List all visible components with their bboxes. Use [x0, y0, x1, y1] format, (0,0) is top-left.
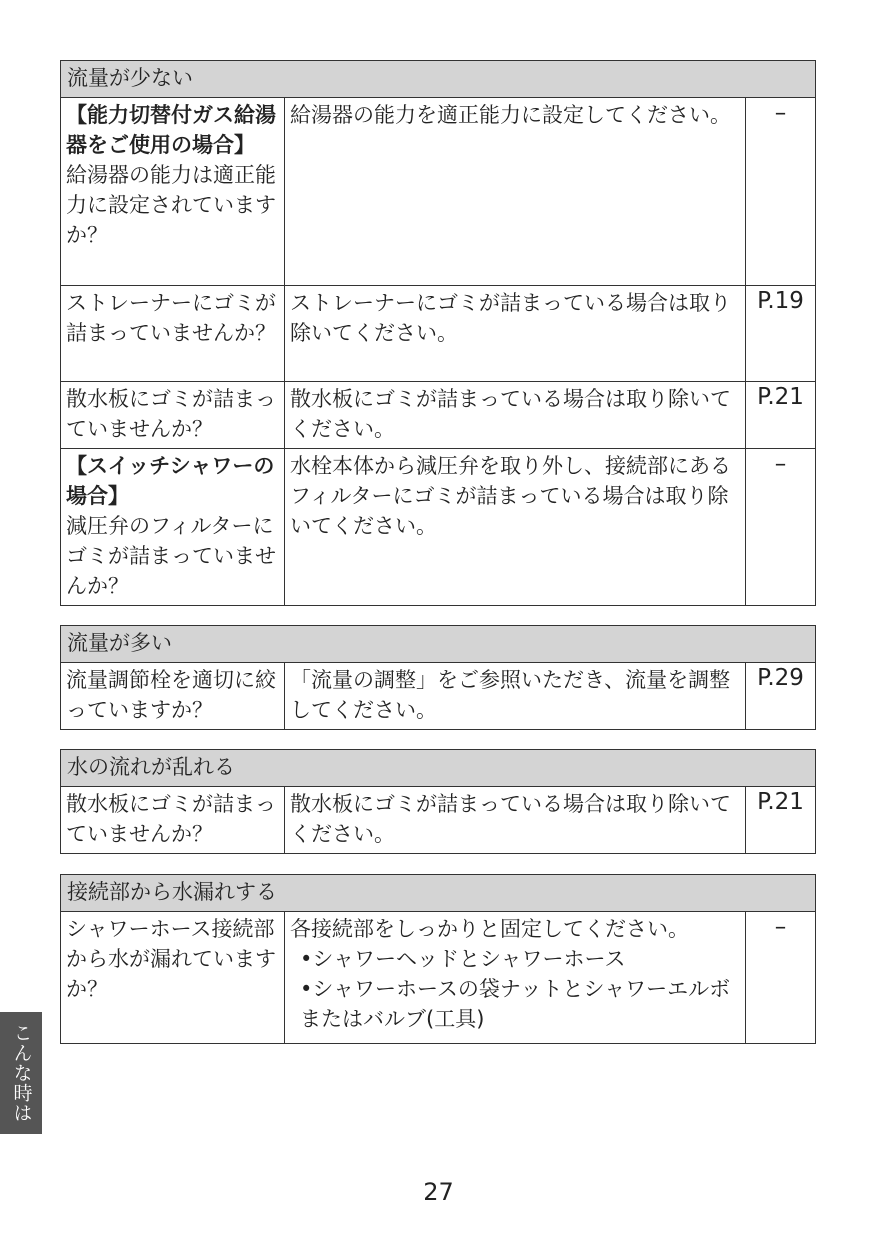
table-row: [61, 663, 816, 730]
cause-cell: [61, 98, 285, 286]
table-turbulent-flow: [60, 749, 816, 854]
table-row: [61, 912, 816, 1044]
table-low-flow: [60, 60, 816, 606]
section-title: 流量が多い: [61, 626, 816, 663]
bullet-item: •シャワーヘッドとシャワーホース: [300, 947, 626, 971]
remedy-text: 各接続部をしっかりと固定してください。: [290, 917, 689, 941]
table-joint-leak: [60, 874, 816, 1044]
section-title: 水の流れが乱れる: [61, 750, 816, 787]
section-title: 流量が少ない: [61, 61, 816, 98]
table-row: [61, 98, 816, 286]
cause-condition: 【スイッチシャワーの場合】: [66, 454, 275, 508]
remedy-cell: 給湯器の能力を適正能力に設定してください。: [285, 98, 746, 286]
page-ref: –: [746, 98, 816, 286]
page-number: 27: [423, 1178, 454, 1206]
page-ref: –: [746, 449, 816, 606]
cause-cell: 散水板にゴミが詰まっていませんか？: [61, 787, 285, 854]
cause-text: 給湯器の能力は適正能力に設定されていますか？: [66, 163, 276, 247]
table-row: [61, 787, 816, 854]
page-ref: P.29: [746, 663, 816, 730]
page-ref: –: [746, 912, 816, 1044]
cause-text: 減圧弁のフィルターにゴミが詰まっていませんか？: [66, 514, 276, 598]
remedy-cell: 「流量の調整」をご参照いただき、流量を調整してください。: [285, 663, 746, 730]
cause-condition: 【能力切替付ガス給湯器をご使用の場合】: [66, 103, 276, 157]
page-ref: P.19: [746, 286, 816, 382]
cause-cell: シャワーホース接続部から水が漏れていますか？: [61, 912, 285, 1044]
remedy-cell: ストレーナーにゴミが詰まっている場合は取り除いてください。: [285, 286, 746, 382]
page-ref: P.21: [746, 382, 816, 449]
section-title: 接続部から水漏れする: [61, 875, 816, 912]
table-row: [61, 449, 816, 606]
bullet-item: •シャワーホースの袋ナットとシャワーエルボまたはバルブ(工具): [300, 977, 731, 1031]
table-row: [61, 286, 816, 382]
page-ref: P.21: [746, 787, 816, 854]
table-high-flow: [60, 625, 816, 730]
cause-cell: 流量調節栓を適切に絞っていますか？: [61, 663, 285, 730]
table-row: [61, 382, 816, 449]
remedy-cell: [285, 912, 746, 1044]
remedy-cell: 散水板にゴミが詰まっている場合は取り除いてください。: [285, 787, 746, 854]
remedy-cell: 散水板にゴミが詰まっている場合は取り除いてください。: [285, 382, 746, 449]
remedy-cell: 水栓本体から減圧弁を取り外し、接続部にあるフィルターにゴミが詰まっている場合は取り除いてください。: [285, 449, 746, 606]
cause-cell: 散水板にゴミが詰まっていませんか？: [61, 382, 285, 449]
cause-cell: [61, 449, 285, 606]
side-index-tab: こんな時は: [0, 1012, 42, 1134]
cause-cell: ストレーナーにゴミが詰まっていませんか？: [61, 286, 285, 382]
